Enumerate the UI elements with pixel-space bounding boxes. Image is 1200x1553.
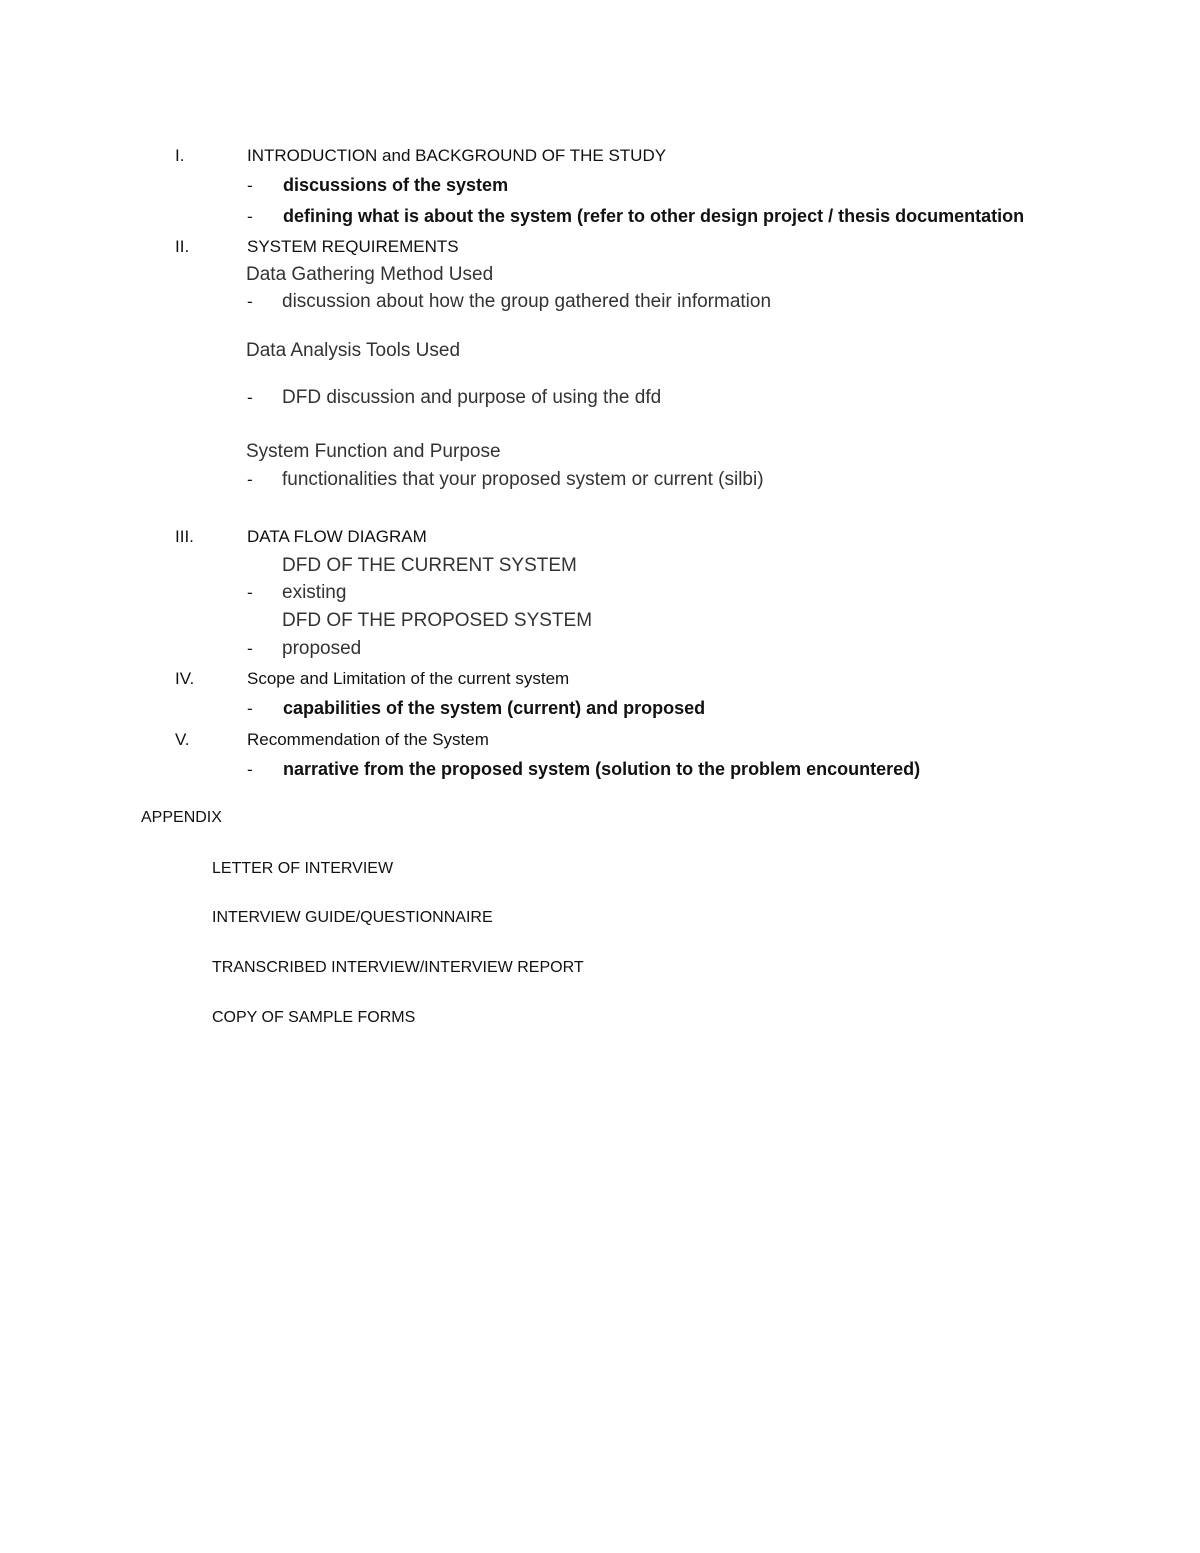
bullet-dash: - bbox=[247, 176, 253, 195]
list-item: defining what is about the system (refer to other design project / thesis documentation bbox=[283, 206, 1025, 226]
subsection-heading: System Function and Purpose bbox=[246, 441, 501, 462]
list-item: discussion about how the group gathered their information bbox=[282, 291, 772, 312]
section-title: INTRODUCTION and BACKGROUND OF THE STUDY bbox=[247, 146, 667, 165]
list-item: existing bbox=[282, 582, 347, 603]
appendix-item: COPY OF SAMPLE FORMS bbox=[212, 1009, 416, 1026]
appendix-title: APPENDIX bbox=[141, 809, 222, 826]
bullet-dash: - bbox=[247, 699, 253, 718]
subsection-heading: DFD OF THE PROPOSED SYSTEM bbox=[282, 610, 593, 631]
section-title: SYSTEM REQUIREMENTS bbox=[247, 237, 459, 256]
list-item: narrative from the proposed system (solution to the problem encountered) bbox=[283, 759, 921, 779]
bullet-dash: - bbox=[247, 292, 253, 311]
bullet-dash: - bbox=[247, 207, 253, 226]
section-title: DATA FLOW DIAGRAM bbox=[247, 527, 427, 546]
bullet-dash: - bbox=[247, 760, 253, 779]
list-item: discussions of the system bbox=[283, 175, 509, 195]
list-item: proposed bbox=[282, 638, 362, 659]
section-title: Recommendation of the System bbox=[247, 730, 489, 749]
section-numeral: III. bbox=[175, 527, 194, 546]
section-numeral: V. bbox=[175, 730, 190, 749]
appendix-item: LETTER OF INTERVIEW bbox=[212, 860, 394, 877]
subsection-heading: Data Analysis Tools Used bbox=[246, 340, 461, 361]
bullet-dash: - bbox=[247, 388, 253, 407]
appendix-item: TRANSCRIBED INTERVIEW/INTERVIEW REPORT bbox=[212, 959, 584, 976]
bullet-dash: - bbox=[247, 470, 253, 489]
section-numeral: I. bbox=[175, 146, 185, 165]
list-item: capabilities of the system (current) and proposed bbox=[283, 698, 706, 718]
section-numeral: IV. bbox=[175, 669, 195, 688]
subsection-heading: Data Gathering Method Used bbox=[246, 264, 494, 285]
section-numeral: II. bbox=[175, 237, 190, 256]
appendix-item: INTERVIEW GUIDE/QUESTIONNAIRE bbox=[212, 909, 493, 926]
bullet-dash: - bbox=[247, 583, 253, 602]
subsection-heading: DFD OF THE CURRENT SYSTEM bbox=[282, 555, 577, 576]
bullet-dash: - bbox=[247, 639, 253, 658]
list-item: functionalities that your proposed system or current (silbi) bbox=[282, 469, 764, 490]
list-item: DFD discussion and purpose of using the dfd bbox=[282, 387, 662, 408]
section-title: Scope and Limitation of the current system bbox=[247, 669, 570, 688]
